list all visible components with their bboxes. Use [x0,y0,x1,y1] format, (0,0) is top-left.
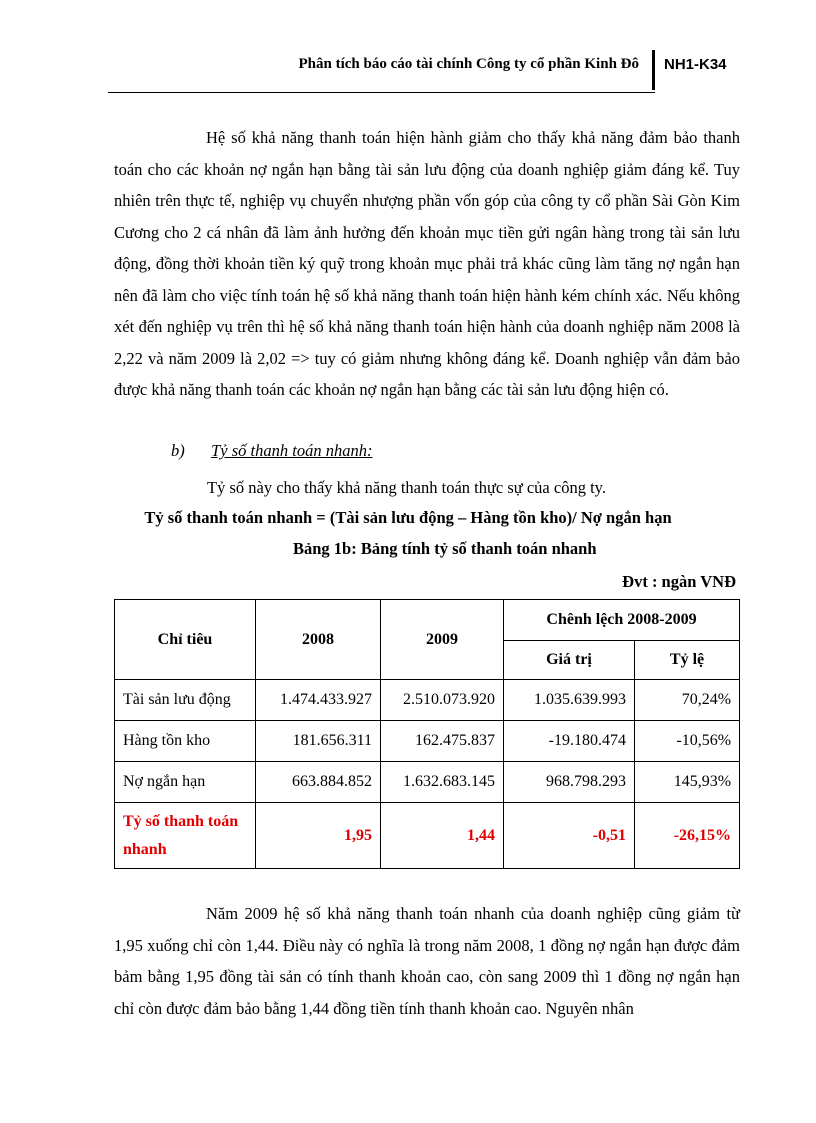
cell-2008: 1,95 [256,803,381,869]
cell-ratio: -10,56% [635,721,740,762]
page-header [108,50,736,92]
cell-ratio: -26,15% [635,803,740,869]
paragraph-current-ratio: Hệ số khả năng thanh toán hiện hành giảm cho thấy khả năng đảm bảo thanh toán cho các khoản nợ ngắn hạn bằng tài sản lưu động của doanh nghiệp giảm đáng kể. Tuy nhiên trên thực tế, nghiệp vụ chuyển nhượng phần vốn góp của công ty cổ phần Sài Gòn Kim Cương cho 2 cá nhân đã làm ảnh hưởng đến khoản mục tiền gửi ngân hàng trong tài sản lưu động, đồng thời khoản tiền ký quỹ trong khoản mục phải trả khác cũng làm tăng nợ ngắn hạn nên đã làm cho việc tính toán hệ số khả năng thanh toán hiện hành kém chính xác. Nếu không xét đến nghiệp vụ trên thì hệ số khả năng thanh toán hiện hành của doanh nghiệp năm 2008 là 2,22 và năm 2009 là 2,02 => tuy có giảm nhưng không đáng kể. Doanh nghiệp vẫn đảm bảo được khả năng thanh toán các khoản nợ ngắn hạn bằng các tài sản lưu động hiện có. [114,128,740,399]
cell-value: 1.035.639.993 [504,680,635,721]
header-title: Phân tích báo cáo tài chính Công ty cổ phần Kinh Đô [298,56,639,72]
row-label: Tỷ số thanh toán nhanh [115,803,256,869]
table-row [115,680,740,721]
cell-2008: 181.656.311 [256,721,381,762]
formula: Tỷ số thanh toán nhanh = (Tài sản lưu động – Hàng tồn kho)/ Nợ ngắn hạn [144,508,672,527]
cell-value: -0,51 [504,803,635,869]
row-label: Nợ ngắn hạn [115,762,256,803]
table-row [115,721,740,762]
header-2008: 2008 [256,600,381,680]
cell-ratio: 70,24% [635,680,740,721]
cell-2009: 2.510.073.920 [381,680,504,721]
header-2009: 2009 [381,600,504,680]
paragraph-quick-ratio: Năm 2009 hệ số khả năng thanh toán nhanh của doanh nghiệp cũng giảm từ 1,95 xuống chỉ còn 1,44. Điều này có nghĩa là trong năm 2008, 1 đồng nợ ngắn hạn được đảm bảm bằng 1,95 đồng tài sản có tính thanh khoản cao, còn sang 2009 thì 1 đồng nợ ngắn hạn chỉ còn được đảm bảo bằng 1,44 đồng tiền tính thanh khoản cao. Nguyên nhân [114,904,740,1018]
section-label: b) [171,441,185,460]
header-ratio: Tỷ lệ [635,641,740,680]
section-title: Tỷ số thanh toán nhanh: [211,441,373,460]
header-rule [108,92,655,93]
header-code: NH1-K34 [664,56,727,73]
table-caption: Bảng 1b: Bảng tính tỷ số thanh toán nhanh [293,539,597,558]
cell-value: -19.180.474 [504,721,635,762]
cell-2009: 1,44 [381,803,504,869]
table-row [115,762,740,803]
header-value: Giá trị [504,641,635,680]
unit-label: Đvt : ngàn VNĐ [622,572,736,591]
cell-2009: 162.475.837 [381,721,504,762]
cell-value: 968.798.293 [504,762,635,803]
table-row-highlight [115,803,740,869]
row-label: Tài sản lưu động [115,680,256,721]
row-label: Hàng tồn kho [115,721,256,762]
intro-text: Tỷ số này cho thấy khả năng thanh toán thực sự của công ty. [207,478,606,497]
quick-ratio-table [114,599,740,869]
cell-ratio: 145,93% [635,762,740,803]
cell-2009: 1.632.683.145 [381,762,504,803]
header-indicator: Chỉ tiêu [115,600,256,680]
section-heading [171,441,372,461]
cell-2008: 1.474.433.927 [256,680,381,721]
header-separator [652,50,655,90]
header-difference: Chênh lệch 2008-2009 [504,600,740,641]
cell-2008: 663.884.852 [256,762,381,803]
